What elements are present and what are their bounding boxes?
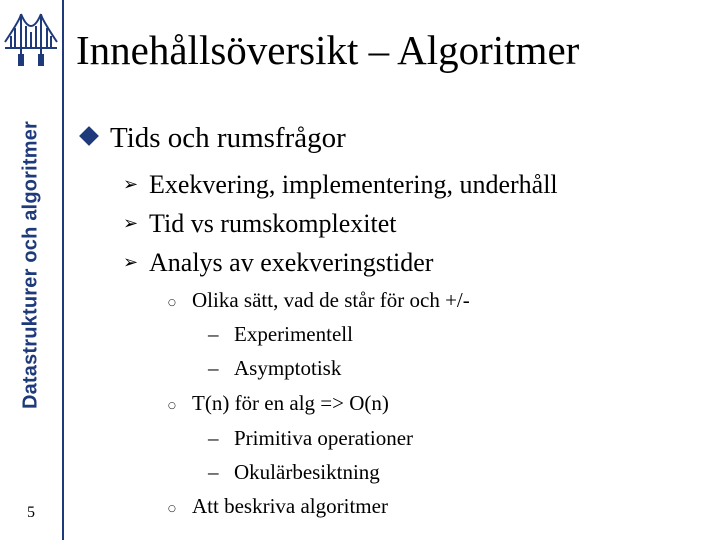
sidebar (0, 0, 64, 540)
bullet-level3 (168, 288, 470, 313)
circle-bullet-icon: ○ (168, 298, 176, 308)
bullet-level3 (168, 494, 388, 519)
bullet-text: Okulärbesiktning (234, 460, 380, 484)
circle-bullet-icon: ○ (168, 504, 176, 514)
bullet-text: Asymptotisk (234, 356, 342, 380)
circle-bullet-icon: ○ (168, 401, 176, 411)
bullet-level1 (78, 122, 346, 155)
bullet-text: Tids och rumsfrågor (110, 122, 346, 154)
dash-bullet-icon: – (208, 322, 219, 346)
bullet-text: Experimentell (234, 322, 353, 346)
bullet-text: Olika sätt, vad de står för och +/- (192, 288, 470, 312)
bullet-text: T(n) för en alg => O(n) (192, 391, 389, 415)
bullet-level4 (208, 460, 380, 485)
course-title-vertical: Datastrukturer och algoritmer (19, 120, 42, 410)
bullet-level2 (123, 248, 433, 278)
bullet-level2 (123, 170, 558, 200)
bullet-text: Primitiva operationer (234, 426, 414, 450)
dash-bullet-icon: – (208, 356, 219, 380)
bullet-level4 (208, 322, 353, 347)
bullet-level3 (168, 391, 389, 416)
dash-bullet-icon: – (208, 460, 219, 484)
page-number: 5 (27, 504, 35, 521)
bullet-text: Exekvering, implementering, underhåll (149, 170, 558, 199)
bullet-text: Att beskriva algoritmer (192, 494, 388, 518)
bullet-text: Analys av exekveringstider (149, 248, 434, 277)
dash-bullet-icon: – (208, 426, 219, 450)
arrow-bullet-icon: ➢ (123, 213, 139, 234)
bridge-logo-icon (3, 8, 59, 72)
bullet-level4 (208, 426, 413, 451)
slide-title: Innehållsöversikt – Algoritmer (76, 27, 580, 73)
arrow-bullet-icon: ➢ (123, 174, 139, 195)
diamond-bullet-icon (79, 126, 99, 146)
bullet-level4 (208, 356, 341, 381)
bullet-level2 (123, 209, 397, 239)
arrow-bullet-icon: ➢ (123, 252, 139, 273)
bullet-text: Tid vs rumskomplexitet (149, 209, 397, 238)
